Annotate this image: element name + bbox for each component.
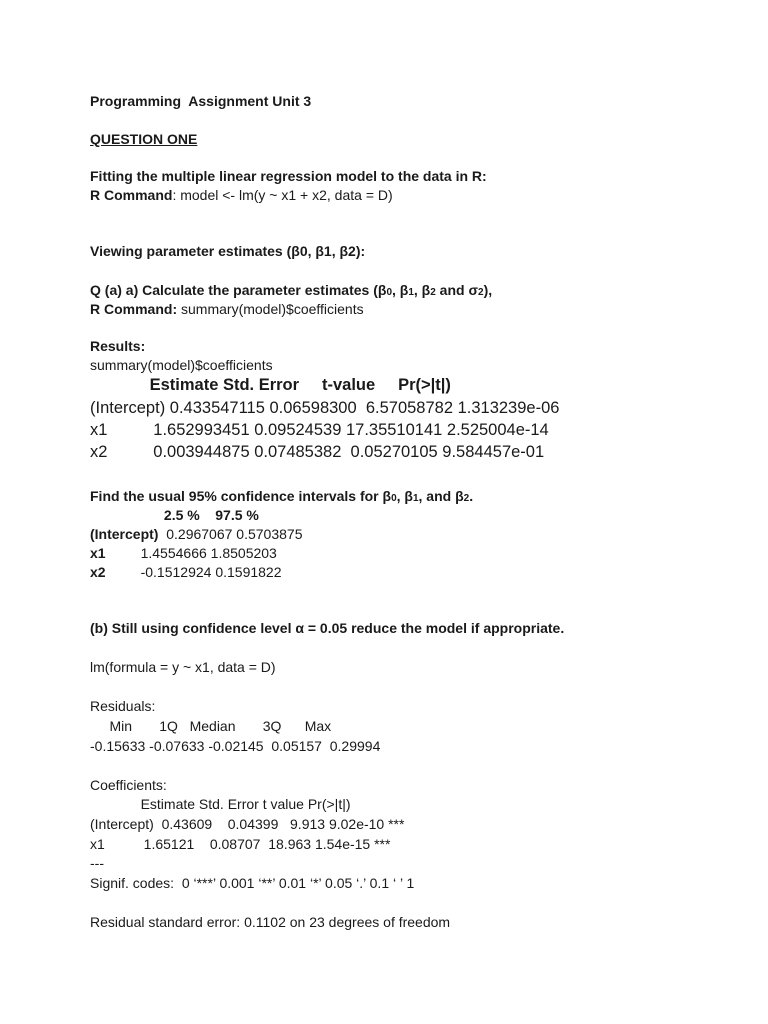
qa-sep1: , β	[392, 282, 409, 298]
r-command-line-1	[90, 187, 393, 204]
coefficients-header: Estimate Std. Error t value Pr(>|t|)	[90, 796, 351, 812]
qa-sub0: 0	[386, 287, 392, 298]
coef-table-row: x2 0.003944875 0.07485382 0.05270105 9.584457e-01	[90, 443, 545, 461]
r-command-label: R Command	[90, 187, 173, 203]
results-command: summary(model)$coefficients	[90, 357, 273, 373]
ci-end: .	[469, 488, 474, 504]
coef-table-row: (Intercept) 0.433547115 0.06598300 6.57058782 1.313239e-06	[90, 399, 560, 417]
ci-row-label: x1	[90, 545, 106, 561]
ci-row-label: x2	[90, 564, 106, 580]
fit-intro: Fitting the multiple linear regression model to the data in R:	[90, 168, 487, 184]
viewing-heading: Viewing parameter estimates (β0, β1, β2):	[90, 243, 366, 259]
ci-sep1: , β	[396, 488, 413, 504]
ci-row-values: 1.4554666 1.8505203	[105, 545, 277, 561]
coefficients-separator: ---	[90, 855, 104, 871]
r-command-text: summary(model)$coefficients	[177, 301, 364, 317]
ci-row-label: (Intercept)	[90, 526, 159, 542]
qa-sub1: 1	[408, 287, 414, 298]
qa-end: ),	[483, 282, 493, 298]
r-command-text: : model <- lm(y ~ x1 + x2, data = D)	[172, 187, 393, 203]
coef-table-row: x1 1.652993451 0.09524539 17.35510141 2.525004e-14	[90, 421, 549, 439]
ci-table-row	[90, 526, 302, 543]
ci-row-values: 0.2967067 0.5703875	[158, 526, 303, 542]
question-a	[90, 282, 492, 301]
results-label: Results:	[90, 338, 146, 354]
r-command-label: R Command:	[90, 301, 178, 317]
ci-sub1: 1	[412, 493, 419, 504]
ci-table-header: 2.5 % 97.5 %	[90, 507, 259, 523]
qa-prefix: Q (a) a) Calculate the parameter estimates (β	[90, 282, 387, 298]
qa-sub3: 2	[478, 287, 484, 298]
qa-sub2: 2	[430, 287, 436, 298]
residuals-values: -0.15633 -0.07633 -0.02145 0.05157 0.29994	[90, 738, 381, 754]
residual-standard-error: Residual standard error: 0.1102 on 23 degrees of freedom	[90, 914, 451, 930]
coef-table-header: Estimate Std. Error t-value Pr(>|t|)	[90, 376, 451, 394]
ci-prefix: Find the usual 95% confidence intervals for β	[90, 488, 392, 504]
qa-sep2: , β	[413, 282, 431, 298]
ci-sep2: , and β	[418, 488, 464, 504]
document-title: Programming Assignment Unit 3	[90, 93, 312, 109]
ci-sub2: 2	[463, 493, 470, 504]
coefficients-label: Coefficients:	[90, 777, 167, 793]
signif-codes: Signif. codes: 0 ‘***’ 0.001 ‘**’ 0.01 ‘*’ 0.05 ‘.’ 0.1 ‘ ’ 1	[90, 875, 415, 891]
coefficients-row: x1 1.65121 0.08707 18.963 1.54e-15 ***	[90, 836, 391, 852]
lm-call: lm(formula = y ~ x1, data = D)	[90, 659, 276, 675]
ci-sub0: 0	[391, 493, 397, 504]
ci-row-values: -0.1512924 0.1591822	[105, 564, 282, 580]
coefficients-row: (Intercept) 0.43609 0.04399 9.913 9.02e-10 ***	[90, 816, 405, 832]
qa-mid: and σ	[435, 282, 479, 298]
ci-heading	[90, 488, 473, 507]
residuals-label: Residuals:	[90, 698, 156, 714]
part-b-heading: (b) Still using confidence level α = 0.05 reduce the model if appropriate.	[90, 620, 565, 636]
ci-table-row	[90, 545, 277, 562]
r-command-line-2	[90, 301, 364, 318]
ci-table-row	[90, 564, 282, 581]
residuals-header: Min 1Q Median 3Q Max	[90, 718, 332, 734]
question-heading: QUESTION ONE	[90, 131, 198, 147]
